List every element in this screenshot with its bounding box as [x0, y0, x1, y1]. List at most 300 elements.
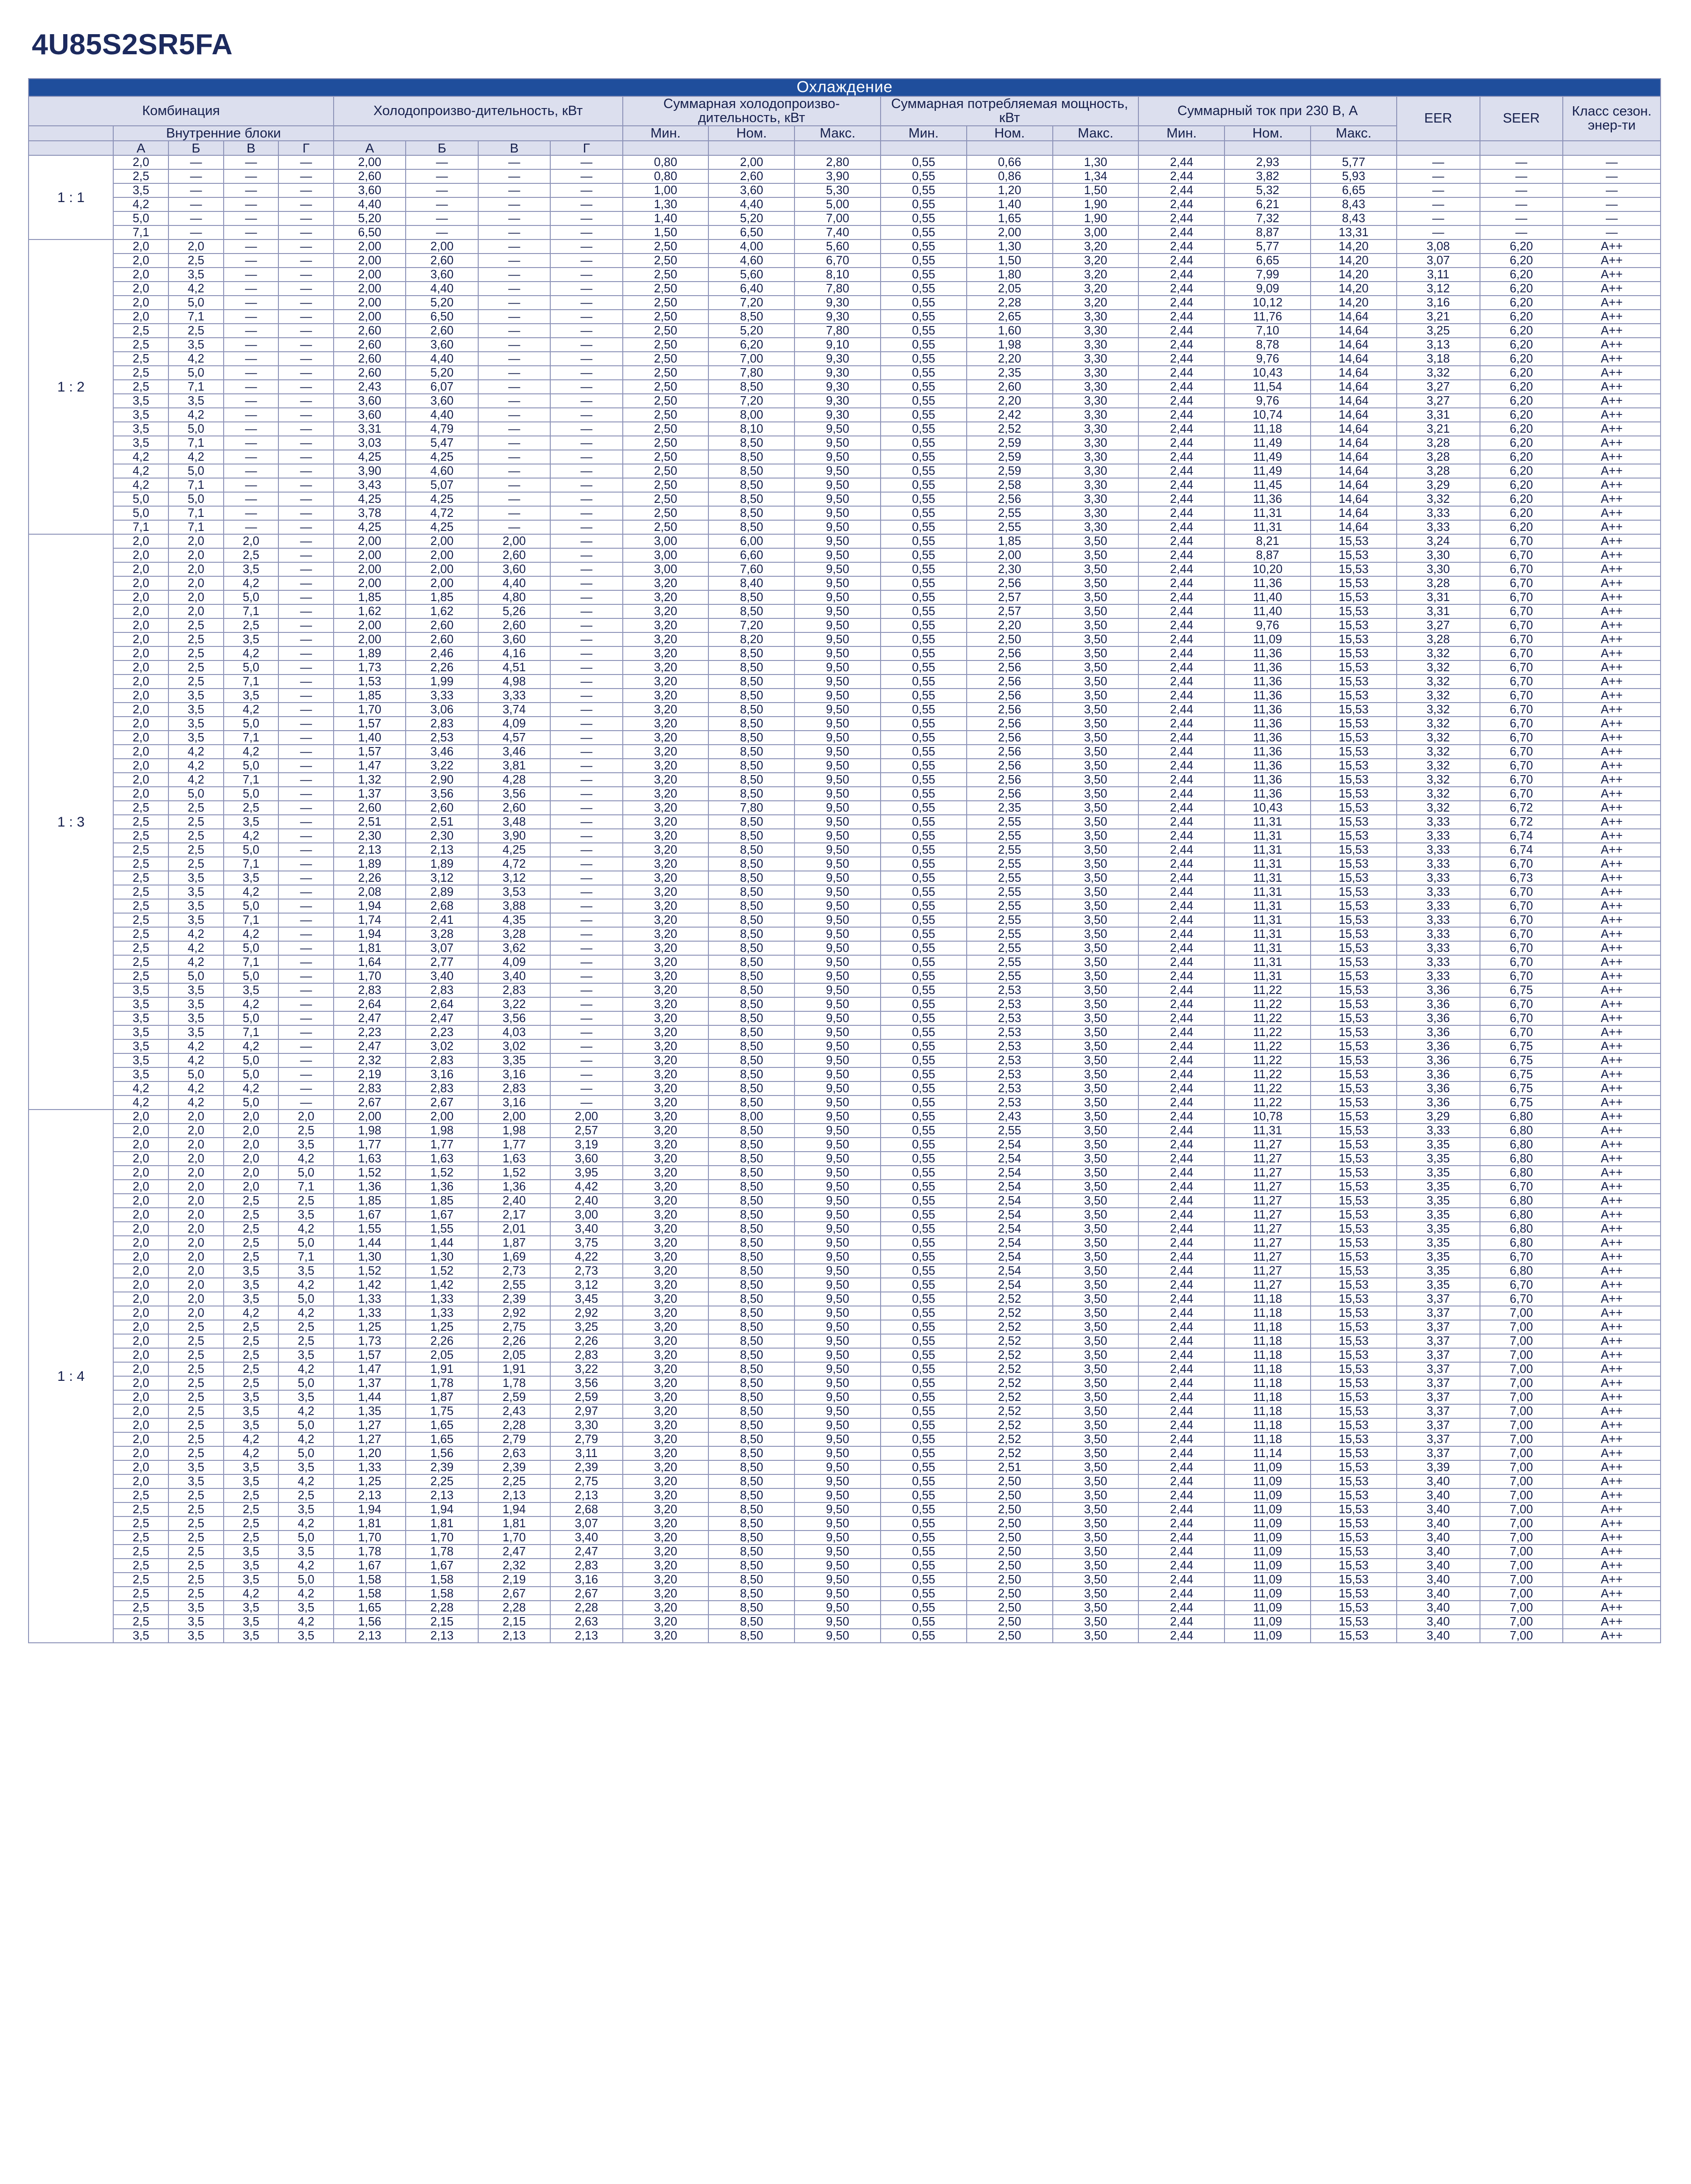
data-cell: — — [550, 225, 622, 239]
data-cell: 14,64 — [1311, 520, 1397, 534]
data-cell: 1,81 — [478, 1516, 550, 1531]
data-cell: 8,87 — [1225, 225, 1311, 239]
data-cell: — — [278, 576, 334, 590]
data-cell: 6,20 — [1480, 520, 1563, 534]
data-cell: 2,5 — [113, 1615, 168, 1629]
data-cell: 2,0 — [113, 787, 168, 801]
data-cell: 3,50 — [1053, 745, 1139, 759]
data-cell: — — [550, 197, 622, 211]
data-cell: 15,53 — [1311, 1348, 1397, 1362]
data-cell: 15,53 — [1311, 955, 1397, 969]
data-cell: 2,52 — [967, 1376, 1053, 1390]
data-cell: 2,0 — [113, 1138, 168, 1152]
data-cell: 8,50 — [708, 1166, 794, 1180]
data-cell: 2,13 — [334, 1488, 406, 1502]
data-cell: A++ — [1563, 604, 1661, 618]
data-cell: 3,50 — [1053, 997, 1139, 1011]
data-cell: A++ — [1563, 1166, 1661, 1180]
data-cell: 1,70 — [334, 969, 406, 983]
data-cell: A++ — [1563, 1601, 1661, 1615]
data-cell: 0,55 — [881, 829, 967, 843]
data-cell: 3,24 — [1397, 534, 1480, 548]
data-cell: 2,93 — [1225, 155, 1311, 169]
data-cell: 8,50 — [708, 1011, 794, 1025]
data-cell: 3,50 — [1053, 1180, 1139, 1194]
data-cell: 3,32 — [1397, 646, 1480, 660]
data-cell: 10,43 — [1225, 366, 1311, 380]
data-cell: — — [550, 1096, 622, 1110]
data-cell: 0,55 — [881, 660, 967, 675]
data-cell: 2,0 — [113, 1376, 168, 1390]
data-cell: 3,50 — [1053, 857, 1139, 871]
header-indoor-units: Внутренние блоки — [113, 126, 334, 141]
data-cell: 2,28 — [406, 1601, 478, 1615]
data-cell: 8,00 — [708, 408, 794, 422]
data-cell: 9,50 — [794, 913, 881, 927]
data-cell: 9,50 — [794, 829, 881, 843]
data-cell: 2,59 — [967, 436, 1053, 450]
data-cell: 11,09 — [1225, 1460, 1311, 1474]
data-cell: 2,44 — [1138, 380, 1225, 394]
data-cell: 2,0 — [168, 1166, 224, 1180]
data-cell: 3,20 — [623, 1152, 709, 1166]
data-cell: 2,50 — [623, 478, 709, 492]
data-cell: — — [550, 422, 622, 436]
data-cell: 6,40 — [708, 282, 794, 296]
data-cell: 9,50 — [794, 1067, 881, 1081]
data-cell: 9,50 — [794, 436, 881, 450]
table-row — [29, 1264, 1661, 1278]
data-cell: 3,03 — [334, 436, 406, 450]
data-cell: 2,52 — [967, 422, 1053, 436]
data-cell: 2,5 — [168, 618, 224, 632]
data-cell: 6,20 — [1480, 492, 1563, 506]
data-cell: 3,30 — [1053, 394, 1139, 408]
data-cell: 3,90 — [334, 464, 406, 478]
data-cell: 6,70 — [1480, 773, 1563, 787]
data-cell: A++ — [1563, 1096, 1661, 1110]
data-cell: 6,50 — [406, 310, 478, 324]
data-cell: 2,83 — [334, 1081, 406, 1096]
data-cell: 2,67 — [406, 1096, 478, 1110]
data-cell: — — [278, 506, 334, 520]
data-cell: A++ — [1563, 450, 1661, 464]
data-cell: 1,75 — [406, 1404, 478, 1418]
data-cell: 5,0 — [168, 787, 224, 801]
data-cell: 6,70 — [1480, 646, 1563, 660]
data-cell: 6,72 — [1480, 801, 1563, 815]
data-cell: 2,0 — [113, 1348, 168, 1362]
data-cell: 2,44 — [1138, 183, 1225, 197]
data-cell: 9,50 — [794, 815, 881, 829]
data-cell: 4,2 — [168, 745, 224, 759]
data-cell: 1,30 — [334, 1250, 406, 1264]
data-cell: 2,0 — [113, 1460, 168, 1474]
data-cell: 3,5 — [224, 983, 279, 997]
data-cell: 1,73 — [334, 660, 406, 675]
data-cell: 11,31 — [1225, 941, 1311, 955]
data-cell: 7,40 — [794, 225, 881, 239]
data-cell: 2,56 — [967, 773, 1053, 787]
data-cell: 9,50 — [794, 604, 881, 618]
data-cell: 2,50 — [623, 380, 709, 394]
data-cell: 1,63 — [406, 1152, 478, 1166]
header-pow-min: Мин. — [881, 126, 967, 141]
data-cell: 0,55 — [881, 183, 967, 197]
data-cell: 0,55 — [881, 436, 967, 450]
data-cell: 2,0 — [168, 1194, 224, 1208]
data-cell: A++ — [1563, 1348, 1661, 1362]
data-cell: 7,00 — [1480, 1432, 1563, 1446]
data-cell: 2,44 — [1138, 1545, 1225, 1559]
data-cell: 11,18 — [1225, 422, 1311, 436]
data-cell: 5,20 — [334, 211, 406, 225]
data-cell: 3,30 — [1053, 408, 1139, 422]
header-eer: EER — [1397, 96, 1480, 141]
data-cell: 4,2 — [113, 1081, 168, 1096]
data-cell: 14,64 — [1311, 310, 1397, 324]
data-cell: 15,53 — [1311, 1446, 1397, 1460]
data-cell: 2,39 — [550, 1460, 622, 1474]
data-cell: 1,94 — [334, 899, 406, 913]
table-row — [29, 1222, 1661, 1236]
data-cell: 2,44 — [1138, 282, 1225, 296]
data-cell: 9,50 — [794, 632, 881, 646]
data-cell: — — [550, 829, 622, 843]
data-cell: 8,50 — [708, 1334, 794, 1348]
data-cell: 2,0 — [224, 1138, 279, 1152]
data-cell: 8,50 — [708, 745, 794, 759]
data-cell: 6,70 — [1480, 997, 1563, 1011]
data-cell: 3,35 — [478, 1053, 550, 1067]
data-cell: 4,51 — [478, 660, 550, 675]
header-capacity: Холодопроизво-дительность, кВт — [334, 96, 623, 126]
data-cell: 2,44 — [1138, 1390, 1225, 1404]
data-cell: — — [550, 703, 622, 717]
data-cell: — — [478, 239, 550, 254]
data-cell: 6,70 — [1480, 927, 1563, 941]
data-cell: 4,72 — [478, 857, 550, 871]
data-cell: 2,83 — [406, 1053, 478, 1067]
data-cell: 2,5 — [168, 815, 224, 829]
data-cell: 4,2 — [113, 450, 168, 464]
data-cell: 3,5 — [278, 1502, 334, 1516]
data-cell: 14,20 — [1311, 282, 1397, 296]
data-cell: A++ — [1563, 618, 1661, 632]
data-cell: 3,20 — [623, 1292, 709, 1306]
table-row — [29, 829, 1661, 843]
data-cell: 3,40 — [1397, 1587, 1480, 1601]
data-cell: 11,18 — [1225, 1334, 1311, 1348]
data-cell: 3,20 — [623, 1067, 709, 1081]
data-cell: 3,50 — [1053, 913, 1139, 927]
data-cell: 3,19 — [550, 1138, 622, 1152]
data-cell: 3,81 — [478, 759, 550, 773]
data-cell: 1,78 — [406, 1376, 478, 1390]
data-cell: 7,1 — [224, 913, 279, 927]
data-cell: 3,50 — [1053, 871, 1139, 885]
data-cell: 2,5 — [168, 254, 224, 268]
data-cell: 7,00 — [1480, 1559, 1563, 1573]
data-cell: 2,00 — [406, 562, 478, 576]
data-cell: 8,78 — [1225, 338, 1311, 352]
table-row — [29, 1292, 1661, 1306]
table-row — [29, 520, 1661, 534]
data-cell: 3,5 — [278, 1460, 334, 1474]
data-cell: 1,81 — [334, 941, 406, 955]
data-cell: 1,50 — [1053, 183, 1139, 197]
data-cell: 2,00 — [967, 225, 1053, 239]
data-cell: — — [278, 1011, 334, 1025]
data-cell: 3,5 — [168, 1460, 224, 1474]
data-cell: 9,50 — [794, 1376, 881, 1390]
data-cell: 15,53 — [1311, 1138, 1397, 1152]
data-cell: 3,50 — [1053, 1587, 1139, 1601]
data-cell: 9,50 — [794, 689, 881, 703]
table-row — [29, 773, 1661, 787]
header-capacity-units — [334, 126, 623, 141]
data-cell: 3,33 — [1397, 941, 1480, 955]
data-cell: 2,13 — [406, 1488, 478, 1502]
table-row — [29, 310, 1661, 324]
data-cell: 6,20 — [1480, 366, 1563, 380]
data-cell: 1,89 — [334, 646, 406, 660]
data-cell: — — [224, 422, 279, 436]
data-cell: 3,5 — [224, 562, 279, 576]
data-cell: 3,50 — [1053, 983, 1139, 997]
data-cell: 3,50 — [1053, 660, 1139, 675]
data-cell: — — [550, 857, 622, 871]
data-cell: 2,26 — [406, 660, 478, 675]
data-cell: 6,70 — [794, 254, 881, 268]
data-cell: 11,27 — [1225, 1236, 1311, 1250]
table-row — [29, 296, 1661, 310]
data-cell: 2,5 — [113, 899, 168, 913]
data-cell: — — [478, 211, 550, 225]
data-cell: 3,37 — [1397, 1306, 1480, 1320]
data-cell: 9,50 — [794, 1180, 881, 1194]
data-cell: 2,00 — [334, 548, 406, 562]
data-cell: 0,55 — [881, 324, 967, 338]
data-cell: 3,50 — [1053, 1039, 1139, 1053]
data-cell: — — [224, 408, 279, 422]
data-cell: 3,50 — [1053, 955, 1139, 969]
data-cell: 6,70 — [1480, 1278, 1563, 1292]
data-cell: 2,0 — [168, 1236, 224, 1250]
data-cell: 4,40 — [406, 408, 478, 422]
data-cell: 2,0 — [168, 576, 224, 590]
header-cap-b: Б — [406, 141, 478, 155]
data-cell: 2,44 — [1138, 1629, 1225, 1643]
data-cell: 7,60 — [708, 562, 794, 576]
data-cell: A++ — [1563, 1488, 1661, 1502]
data-cell: A++ — [1563, 815, 1661, 829]
data-cell: 8,50 — [708, 1067, 794, 1081]
data-cell: 2,44 — [1138, 1601, 1225, 1615]
data-cell: 15,53 — [1311, 1166, 1397, 1180]
data-cell: 4,2 — [224, 1587, 279, 1601]
data-cell: 3,11 — [550, 1446, 622, 1460]
data-cell: 2,44 — [1138, 450, 1225, 464]
data-cell: 8,50 — [708, 1418, 794, 1432]
data-cell: — — [224, 169, 279, 183]
data-cell: A++ — [1563, 268, 1661, 282]
data-cell: 15,53 — [1311, 576, 1397, 590]
data-cell: 3,50 — [1053, 1152, 1139, 1166]
data-cell: 3,33 — [1397, 899, 1480, 913]
data-cell: 14,64 — [1311, 394, 1397, 408]
data-cell: 3,50 — [1053, 1474, 1139, 1488]
data-cell: 2,0 — [113, 1236, 168, 1250]
data-cell: 2,44 — [1138, 717, 1225, 731]
data-cell: 7,80 — [794, 282, 881, 296]
data-cell: 15,53 — [1311, 534, 1397, 548]
data-cell: 9,50 — [794, 1264, 881, 1278]
data-cell: 15,53 — [1311, 689, 1397, 703]
table-row — [29, 366, 1661, 380]
data-cell: 3,20 — [623, 1124, 709, 1138]
data-cell: — — [278, 562, 334, 576]
data-cell: 2,44 — [1138, 1208, 1225, 1222]
data-cell: 2,44 — [1138, 338, 1225, 352]
data-cell: 3,5 — [113, 997, 168, 1011]
data-cell: 3,20 — [623, 1039, 709, 1053]
data-cell: 9,50 — [794, 1348, 881, 1362]
data-cell: 11,36 — [1225, 492, 1311, 506]
data-cell: 3,50 — [1053, 1460, 1139, 1474]
data-cell: 7,1 — [224, 675, 279, 689]
header-cur-max: Макс. — [1311, 126, 1397, 141]
data-cell: 1,70 — [406, 1531, 478, 1545]
table-row — [29, 352, 1661, 366]
data-cell: 7,00 — [1480, 1474, 1563, 1488]
data-cell: 1,25 — [334, 1320, 406, 1334]
data-cell: 1,42 — [334, 1278, 406, 1292]
data-cell: 5,0 — [224, 941, 279, 955]
data-cell: 2,5 — [168, 1502, 224, 1516]
data-cell: 3,30 — [1053, 422, 1139, 436]
data-cell: 3,33 — [1397, 969, 1480, 983]
data-cell: 2,60 — [967, 380, 1053, 394]
data-cell: 14,64 — [1311, 436, 1397, 450]
data-cell: 2,68 — [406, 899, 478, 913]
data-cell: 0,55 — [881, 1306, 967, 1320]
data-cell: 3,56 — [478, 1011, 550, 1025]
data-cell: 2,50 — [623, 338, 709, 352]
data-cell: 2,0 — [113, 1474, 168, 1488]
data-cell: 9,50 — [794, 548, 881, 562]
data-cell: 4,25 — [334, 520, 406, 534]
data-cell: 9,30 — [794, 366, 881, 380]
data-cell: 9,50 — [794, 1320, 881, 1334]
data-cell: 11,36 — [1225, 646, 1311, 660]
data-cell: — — [478, 478, 550, 492]
data-cell: 5,0 — [278, 1573, 334, 1587]
data-cell: 3,16 — [550, 1573, 622, 1587]
data-cell: 2,0 — [113, 239, 168, 254]
data-cell: 0,55 — [881, 1629, 967, 1643]
data-cell: 3,60 — [478, 562, 550, 576]
table-row — [29, 1208, 1661, 1222]
data-cell: 3,50 — [1053, 1502, 1139, 1516]
data-cell: 3,40 — [1397, 1573, 1480, 1587]
data-cell: A++ — [1563, 660, 1661, 675]
data-cell: 6,20 — [1480, 338, 1563, 352]
data-cell: — — [478, 324, 550, 338]
data-cell: 0,55 — [881, 1502, 967, 1516]
data-cell: — — [550, 913, 622, 927]
data-cell: 2,26 — [334, 871, 406, 885]
data-cell: 6,80 — [1480, 1264, 1563, 1278]
data-cell: 2,73 — [550, 1264, 622, 1278]
header-cap-v: В — [478, 141, 550, 155]
data-cell: 2,53 — [967, 1011, 1053, 1025]
data-cell: 0,55 — [881, 211, 967, 225]
data-cell: 1,44 — [334, 1236, 406, 1250]
data-cell: A++ — [1563, 239, 1661, 254]
table-row — [29, 282, 1661, 296]
data-cell: 2,0 — [113, 731, 168, 745]
data-cell: 14,64 — [1311, 492, 1397, 506]
data-cell: 0,55 — [881, 871, 967, 885]
data-cell: 3,33 — [1397, 913, 1480, 927]
data-cell: 3,20 — [623, 955, 709, 969]
data-cell: 3,20 — [623, 1573, 709, 1587]
data-cell: — — [278, 969, 334, 983]
data-cell: 3,33 — [1397, 871, 1480, 885]
data-cell: 2,44 — [1138, 1053, 1225, 1067]
data-cell: A++ — [1563, 899, 1661, 913]
data-cell: 0,55 — [881, 969, 967, 983]
blank-10 — [1397, 141, 1480, 155]
data-cell: 7,32 — [1225, 211, 1311, 225]
data-cell: 1,90 — [1053, 211, 1139, 225]
data-cell: 0,55 — [881, 1236, 967, 1250]
data-cell: — — [550, 380, 622, 394]
data-cell: 2,44 — [1138, 1166, 1225, 1180]
data-cell: — — [550, 955, 622, 969]
data-cell: 6,80 — [1480, 1208, 1563, 1222]
data-cell: 2,58 — [967, 478, 1053, 492]
data-cell: 2,53 — [967, 1039, 1053, 1053]
data-cell: 2,08 — [334, 885, 406, 899]
data-cell: 3,20 — [623, 1601, 709, 1615]
data-cell: 14,64 — [1311, 380, 1397, 394]
data-cell: 2,00 — [406, 239, 478, 254]
data-cell: 3,35 — [1397, 1278, 1480, 1292]
data-cell: 9,50 — [794, 520, 881, 534]
data-cell: — — [168, 155, 224, 169]
data-cell: 0,55 — [881, 1334, 967, 1348]
data-cell: 3,20 — [623, 675, 709, 689]
data-cell: 2,5 — [224, 1488, 279, 1502]
data-cell: 3,43 — [334, 478, 406, 492]
data-cell: 9,50 — [794, 1601, 881, 1615]
data-cell: 11,40 — [1225, 590, 1311, 604]
data-cell: 11,18 — [1225, 1320, 1311, 1334]
data-cell: 2,54 — [967, 1236, 1053, 1250]
data-cell: — — [278, 310, 334, 324]
data-cell: 1,91 — [478, 1362, 550, 1376]
data-cell: A++ — [1563, 1418, 1661, 1432]
data-cell: 1,36 — [478, 1180, 550, 1194]
data-cell: — — [550, 576, 622, 590]
data-cell: 6,70 — [1480, 941, 1563, 955]
data-cell: 2,56 — [967, 717, 1053, 731]
data-cell: 2,56 — [967, 576, 1053, 590]
data-cell: 3,50 — [1053, 1376, 1139, 1390]
data-cell: — — [550, 787, 622, 801]
